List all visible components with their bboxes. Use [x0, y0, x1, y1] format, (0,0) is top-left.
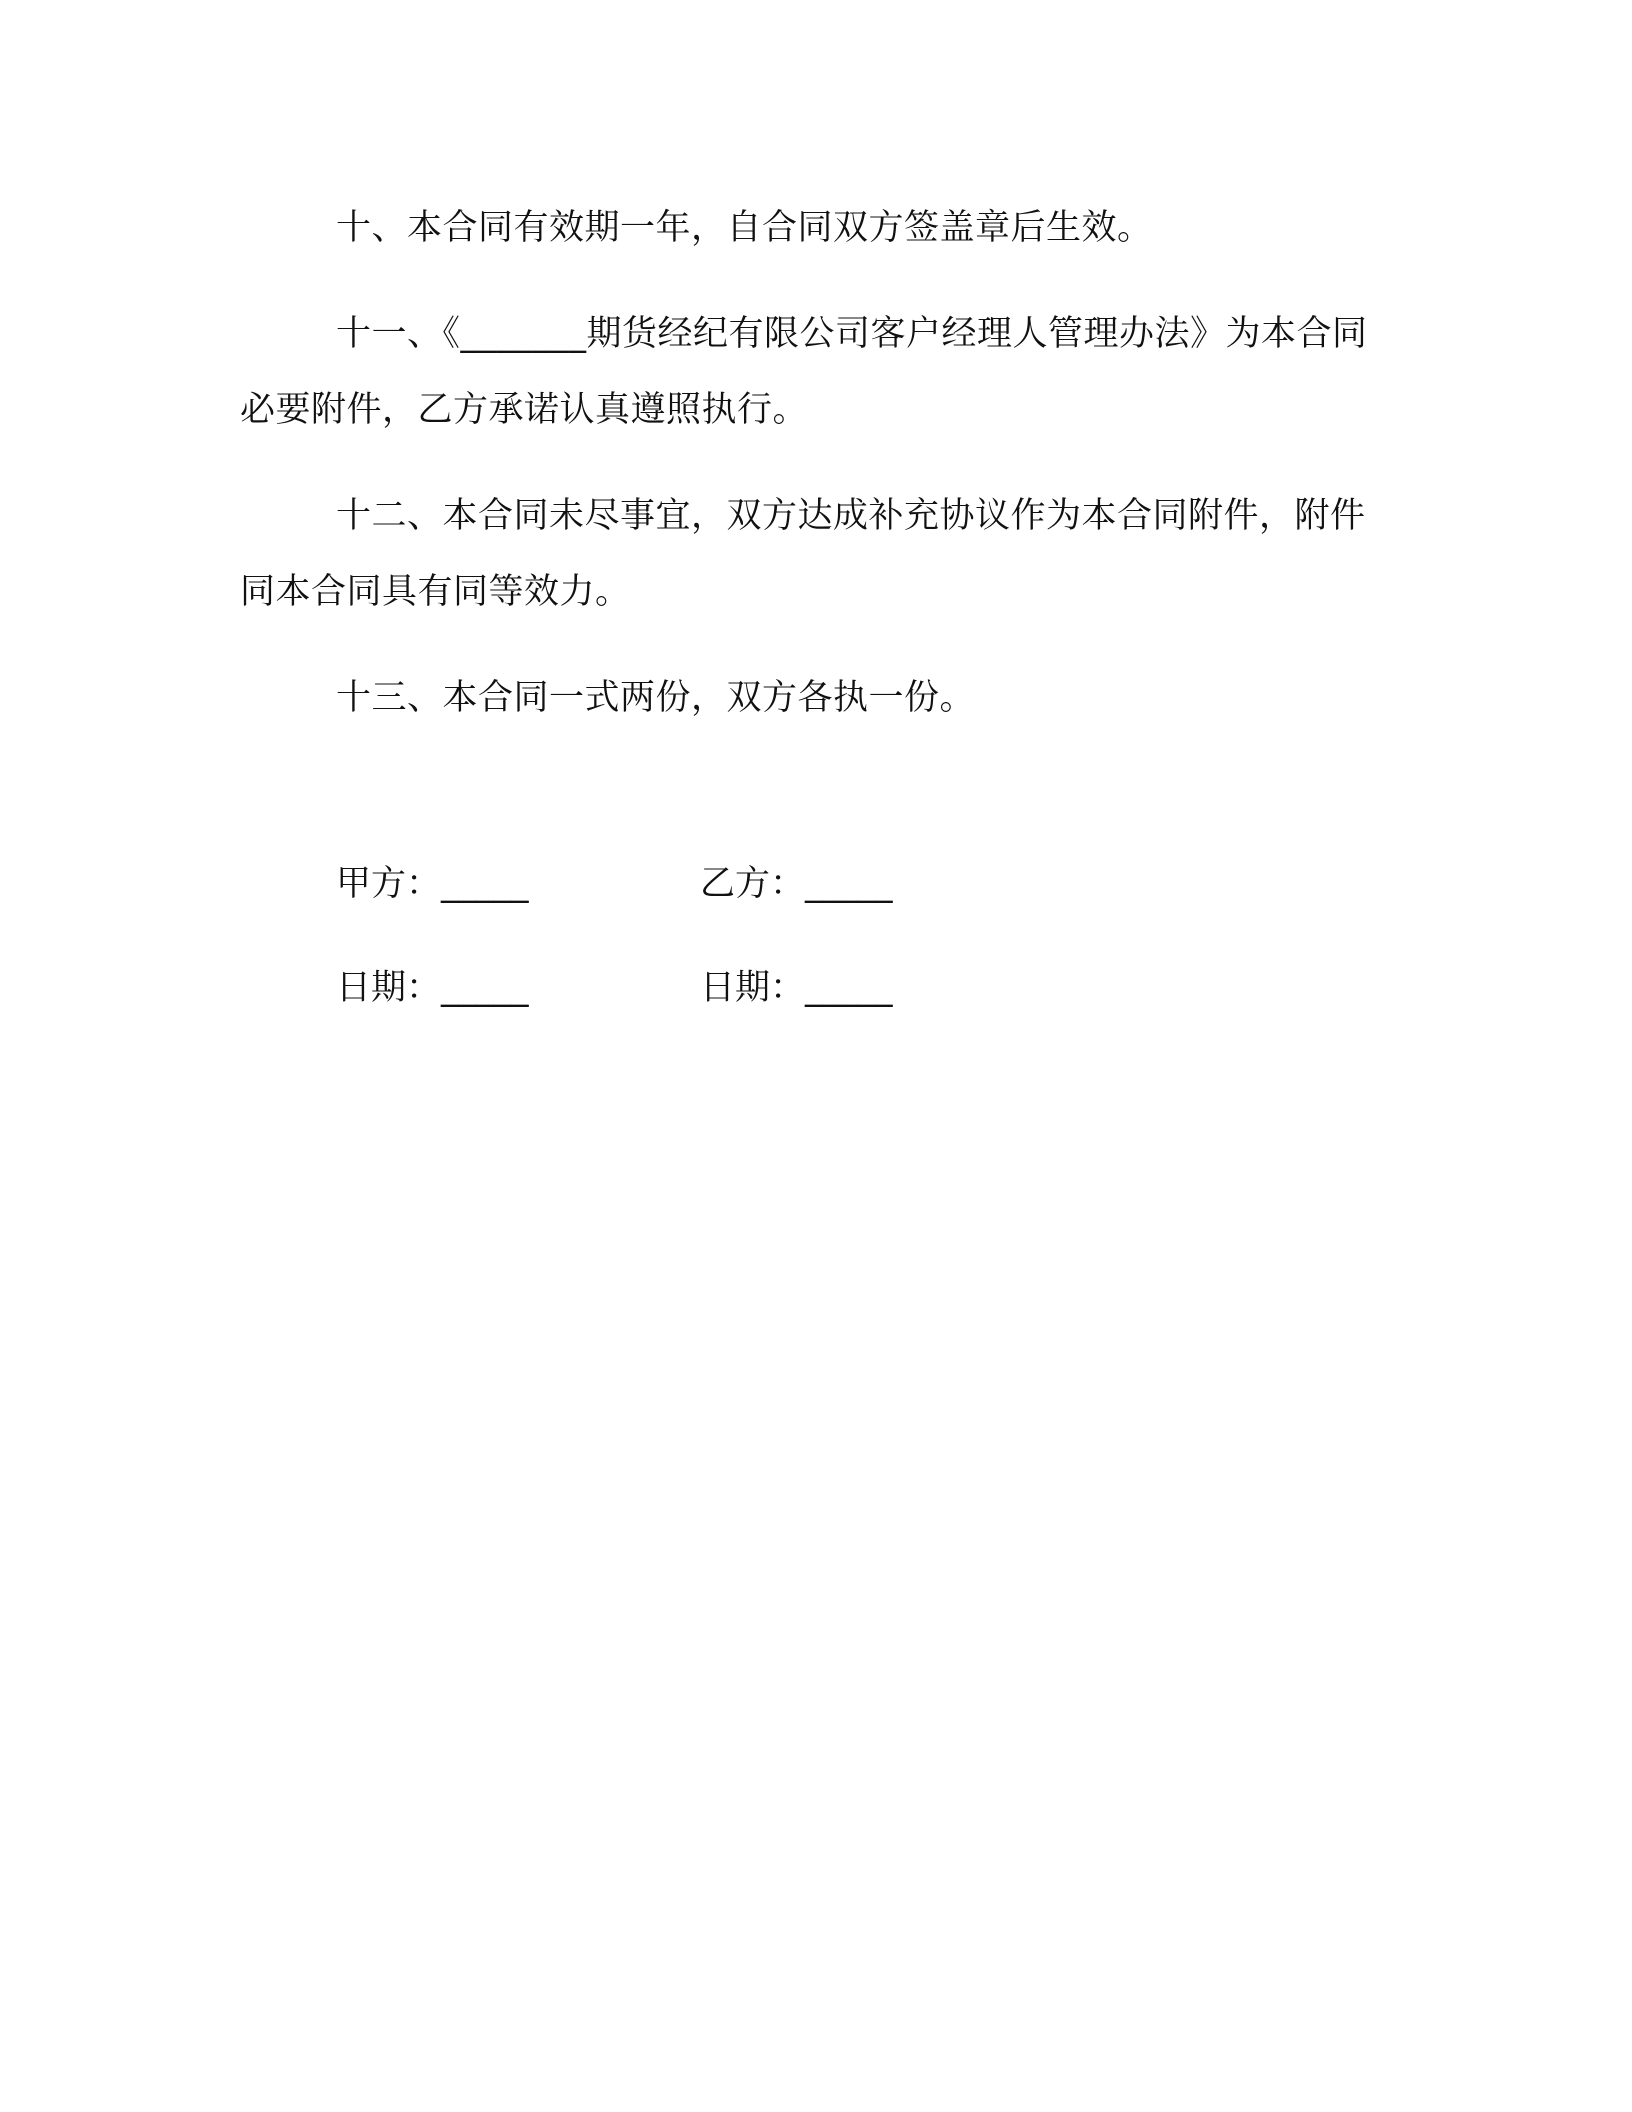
party-b-date: 日期：_____ [700, 968, 893, 1008]
date-row [336, 966, 1064, 1010]
clause-11: 十一、《_______期货经纪有限公司客户经理人管理办法》为本合同必要附件，乙方承诺认真遵照执行。 [240, 314, 1368, 430]
party-a-signature: 甲方：_____ [336, 864, 529, 904]
clause-10: 十、本合同有效期一年，自合同双方签盖章后生效。 [336, 208, 1153, 248]
contract-body [240, 190, 1372, 766]
clause-12: 十二、本合同未尽事宜，双方达成补充协议作为本合同附件，附件同本合同具有同等效力。 [240, 496, 1366, 612]
clause-13: 十三、本合同一式两份，双方各执一份。 [336, 678, 976, 718]
party-row [336, 862, 1064, 906]
signature-block [336, 862, 1064, 1070]
party-a-date: 日期：_____ [336, 968, 529, 1008]
party-b-signature: 乙方：_____ [700, 864, 893, 904]
